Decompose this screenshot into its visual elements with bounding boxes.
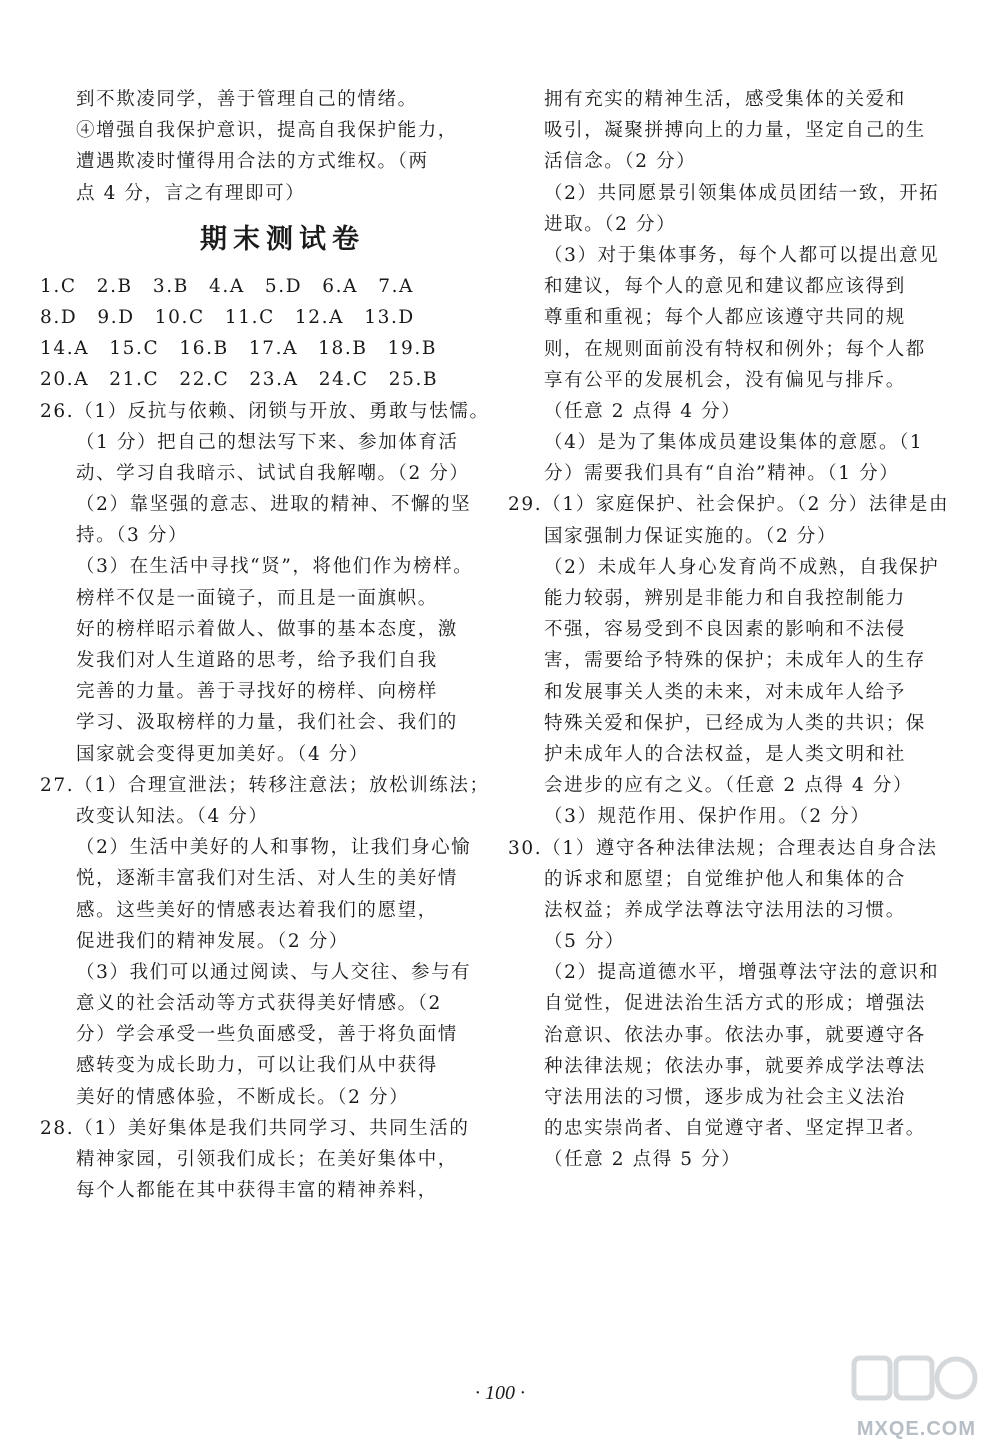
text-line: 每个人都能在其中获得丰富的精神养料， (76, 1180, 438, 1202)
text-line: 和发展事关人类的未来，对未成年人给予 (544, 681, 906, 703)
text-line: 分）学会承受一些负面感受，善于将负面情 (76, 1024, 458, 1046)
text-line: 1.C 2.B 3.B 4.A 5.D 6.A 7.A (40, 275, 415, 297)
text-line: 28.（1）美好集体是我们共同学习、共同生活的 (40, 1117, 470, 1139)
text-line: 守法用法的习惯，逐步成为社会主义法治 (544, 1087, 906, 1108)
text-line: （5 分） (544, 931, 626, 953)
text-line: 悦，逐渐丰富我们对生活、对人生的美好情 (76, 868, 458, 890)
text-line: ④增强自我保护意识，提高自我保护能力， (76, 120, 458, 142)
text-line: 吸引，凝聚拼搏向上的力量，坚定自己的生 (544, 120, 926, 142)
text-line: （3）对于集体事务，每个人都可以提出意见 (544, 244, 940, 266)
text-line: （2）未成年人身心发育尚不成熟，自我保护 (544, 556, 940, 578)
text-line: 30.（1）遵守各种法律法规；合理表达自身合法 (508, 837, 938, 859)
text-line: 发我们对人生道路的思考，给予我们自我 (76, 650, 438, 671)
text-line: （任意 2 点得 5 分） (544, 1149, 742, 1171)
text-line: 能力较弱，辨别是非能力和自我控制能力 (544, 588, 906, 609)
text-line: 改变认知法。（4 分） (76, 805, 269, 827)
text-line: 尊重和重视；每个人都应该遵守共同的规 (544, 307, 906, 329)
text-line: 种法律法规；依法办事，就要养成学法尊法 (544, 1055, 926, 1077)
text-line: 和建议，每个人的意见和建议都应该得到 (544, 276, 906, 298)
text-line: 则，在规则面前没有特权和例外；每个人都 (544, 338, 926, 360)
text-line: 特殊关爱和保护，已经成为人类的共识；保 (544, 712, 926, 734)
text-line: 自觉性，促进法治生活方式的形成；增强法 (544, 993, 926, 1015)
text-line: 拥有充实的精神生活，感受集体的关爱和 (544, 89, 906, 110)
text-line: 29.（1）家庭保护、社会保护。（2 分）法律是由 (508, 494, 950, 516)
text-line: 点 4 分，言之有理即可） (76, 182, 306, 204)
text-line: 的忠实崇尚者、自觉遵守者、坚定捍卫者。 (544, 1118, 926, 1140)
right-column (508, 84, 950, 1176)
text-line: 害，需要给予特殊的保护；未成年人的生存 (544, 650, 926, 672)
text-line: 治意识、依法办事。依法办事，就要遵守各 (544, 1024, 926, 1046)
text-line: 不强，容易受到不良因素的影响和不法侵 (544, 619, 906, 641)
page-number: · 100 · (475, 1382, 525, 1404)
text-line: （1 分）把自己的想法写下来、参加体育活 (76, 431, 459, 453)
text-line: 享有公平的发展机会，没有偏见与排斥。 (544, 369, 906, 391)
text-line: 遭遇欺凌时懂得用合法的方式维权。（两 (76, 151, 429, 173)
text-line: 20.A 21.C 22.C 23.A 24.C 25.B (40, 369, 439, 391)
section-title: 期末测试卷 (200, 223, 365, 255)
text-line: 27.（1）合理宣泄法；转移注意法；放松训练法； (40, 774, 490, 796)
text-line: 进取。（2 分） (544, 213, 677, 235)
text-line: 会进步的应有之义。（任意 2 点得 4 分） (544, 775, 914, 797)
text-line: 14.A 15.C 16.B 17.A 18.B 19.B (40, 338, 438, 360)
text-line: （4）是为了集体成员建设集体的意愿。（1 (544, 432, 924, 454)
text-line: （2）生活中美好的人和事物，让我们身心愉 (76, 837, 472, 859)
text-line: 感转变为成长助力，可以让我们从中获得 (76, 1055, 438, 1077)
text-line: 榜样不仅是一面镜子，而且是一面旗帜。 (76, 587, 438, 609)
text-line: 国家强制力保证实施的。（2 分） (544, 525, 838, 547)
text-line: 感。这些美好的情感表达着我们的愿望， (76, 899, 438, 921)
text-line: 好的榜样昭示着做人、做事的基本态度，激 (76, 618, 458, 640)
text-line: 8.D 9.D 10.C 11.C 12.A 13.D (40, 306, 415, 328)
text-line: （任意 2 点得 4 分） (544, 400, 742, 422)
text-line: （2）共同愿景引领集体成员团结一致，开拓 (544, 182, 940, 204)
text-line: （2）靠坚强的意志、进取的精神、不懈的坚 (76, 494, 472, 516)
text-line: 的诉求和愿望；自觉维护他人和集体的合 (544, 868, 906, 890)
text-line: 到不欺凌同学，善于管理自己的情绪。 (76, 89, 418, 110)
text-line: 分）需要我们具有“自治”精神。（1 分） (544, 463, 900, 485)
text-line: （3）规范作用、保护作用。（2 分） (544, 806, 871, 828)
text-line: 26.（1）反抗与依赖、闭锁与开放、勇敢与怯懦。 (40, 400, 490, 422)
text-line: 法权益；养成学法尊法守法用法的习惯。 (544, 899, 906, 921)
text-line: 完善的力量。善于寻找好的榜样、向榜样 (76, 681, 438, 703)
text-line: 学习、汲取榜样的力量，我们社会、我们的 (76, 712, 458, 734)
text-line: （2）提高道德水平，增强尊法守法的意识和 (544, 962, 940, 984)
left-column (40, 84, 490, 1206)
text-line: 动、学习自我暗示、试试自我解嘲。（2 分） (76, 462, 470, 484)
text-line: 护未成年人的合法权益，是人类文明和社 (544, 743, 906, 765)
text-line: （3）在生活中寻找“贤”，将他们作为榜样。 (76, 556, 474, 578)
text-line: 意义的社会活动等方式获得美好情感。（2 (76, 993, 442, 1015)
text-line: 美好的情感体验，不断成长。（2 分） (76, 1086, 410, 1108)
text-line: 活信念。（2 分） (544, 151, 697, 173)
text-line: （3）我们可以通过阅读、与人交往、参与有 (76, 961, 472, 983)
text-line: 持。（3 分） (76, 525, 189, 547)
text-line: 国家就会变得更加美好。（4 分） (76, 743, 370, 765)
watermark-site: MXQE.COM (856, 1418, 976, 1440)
text-line: 精神家园，引领我们成长；在美好集体中， (76, 1149, 458, 1170)
text-line: 促进我们的精神发展。（2 分） (76, 930, 349, 952)
